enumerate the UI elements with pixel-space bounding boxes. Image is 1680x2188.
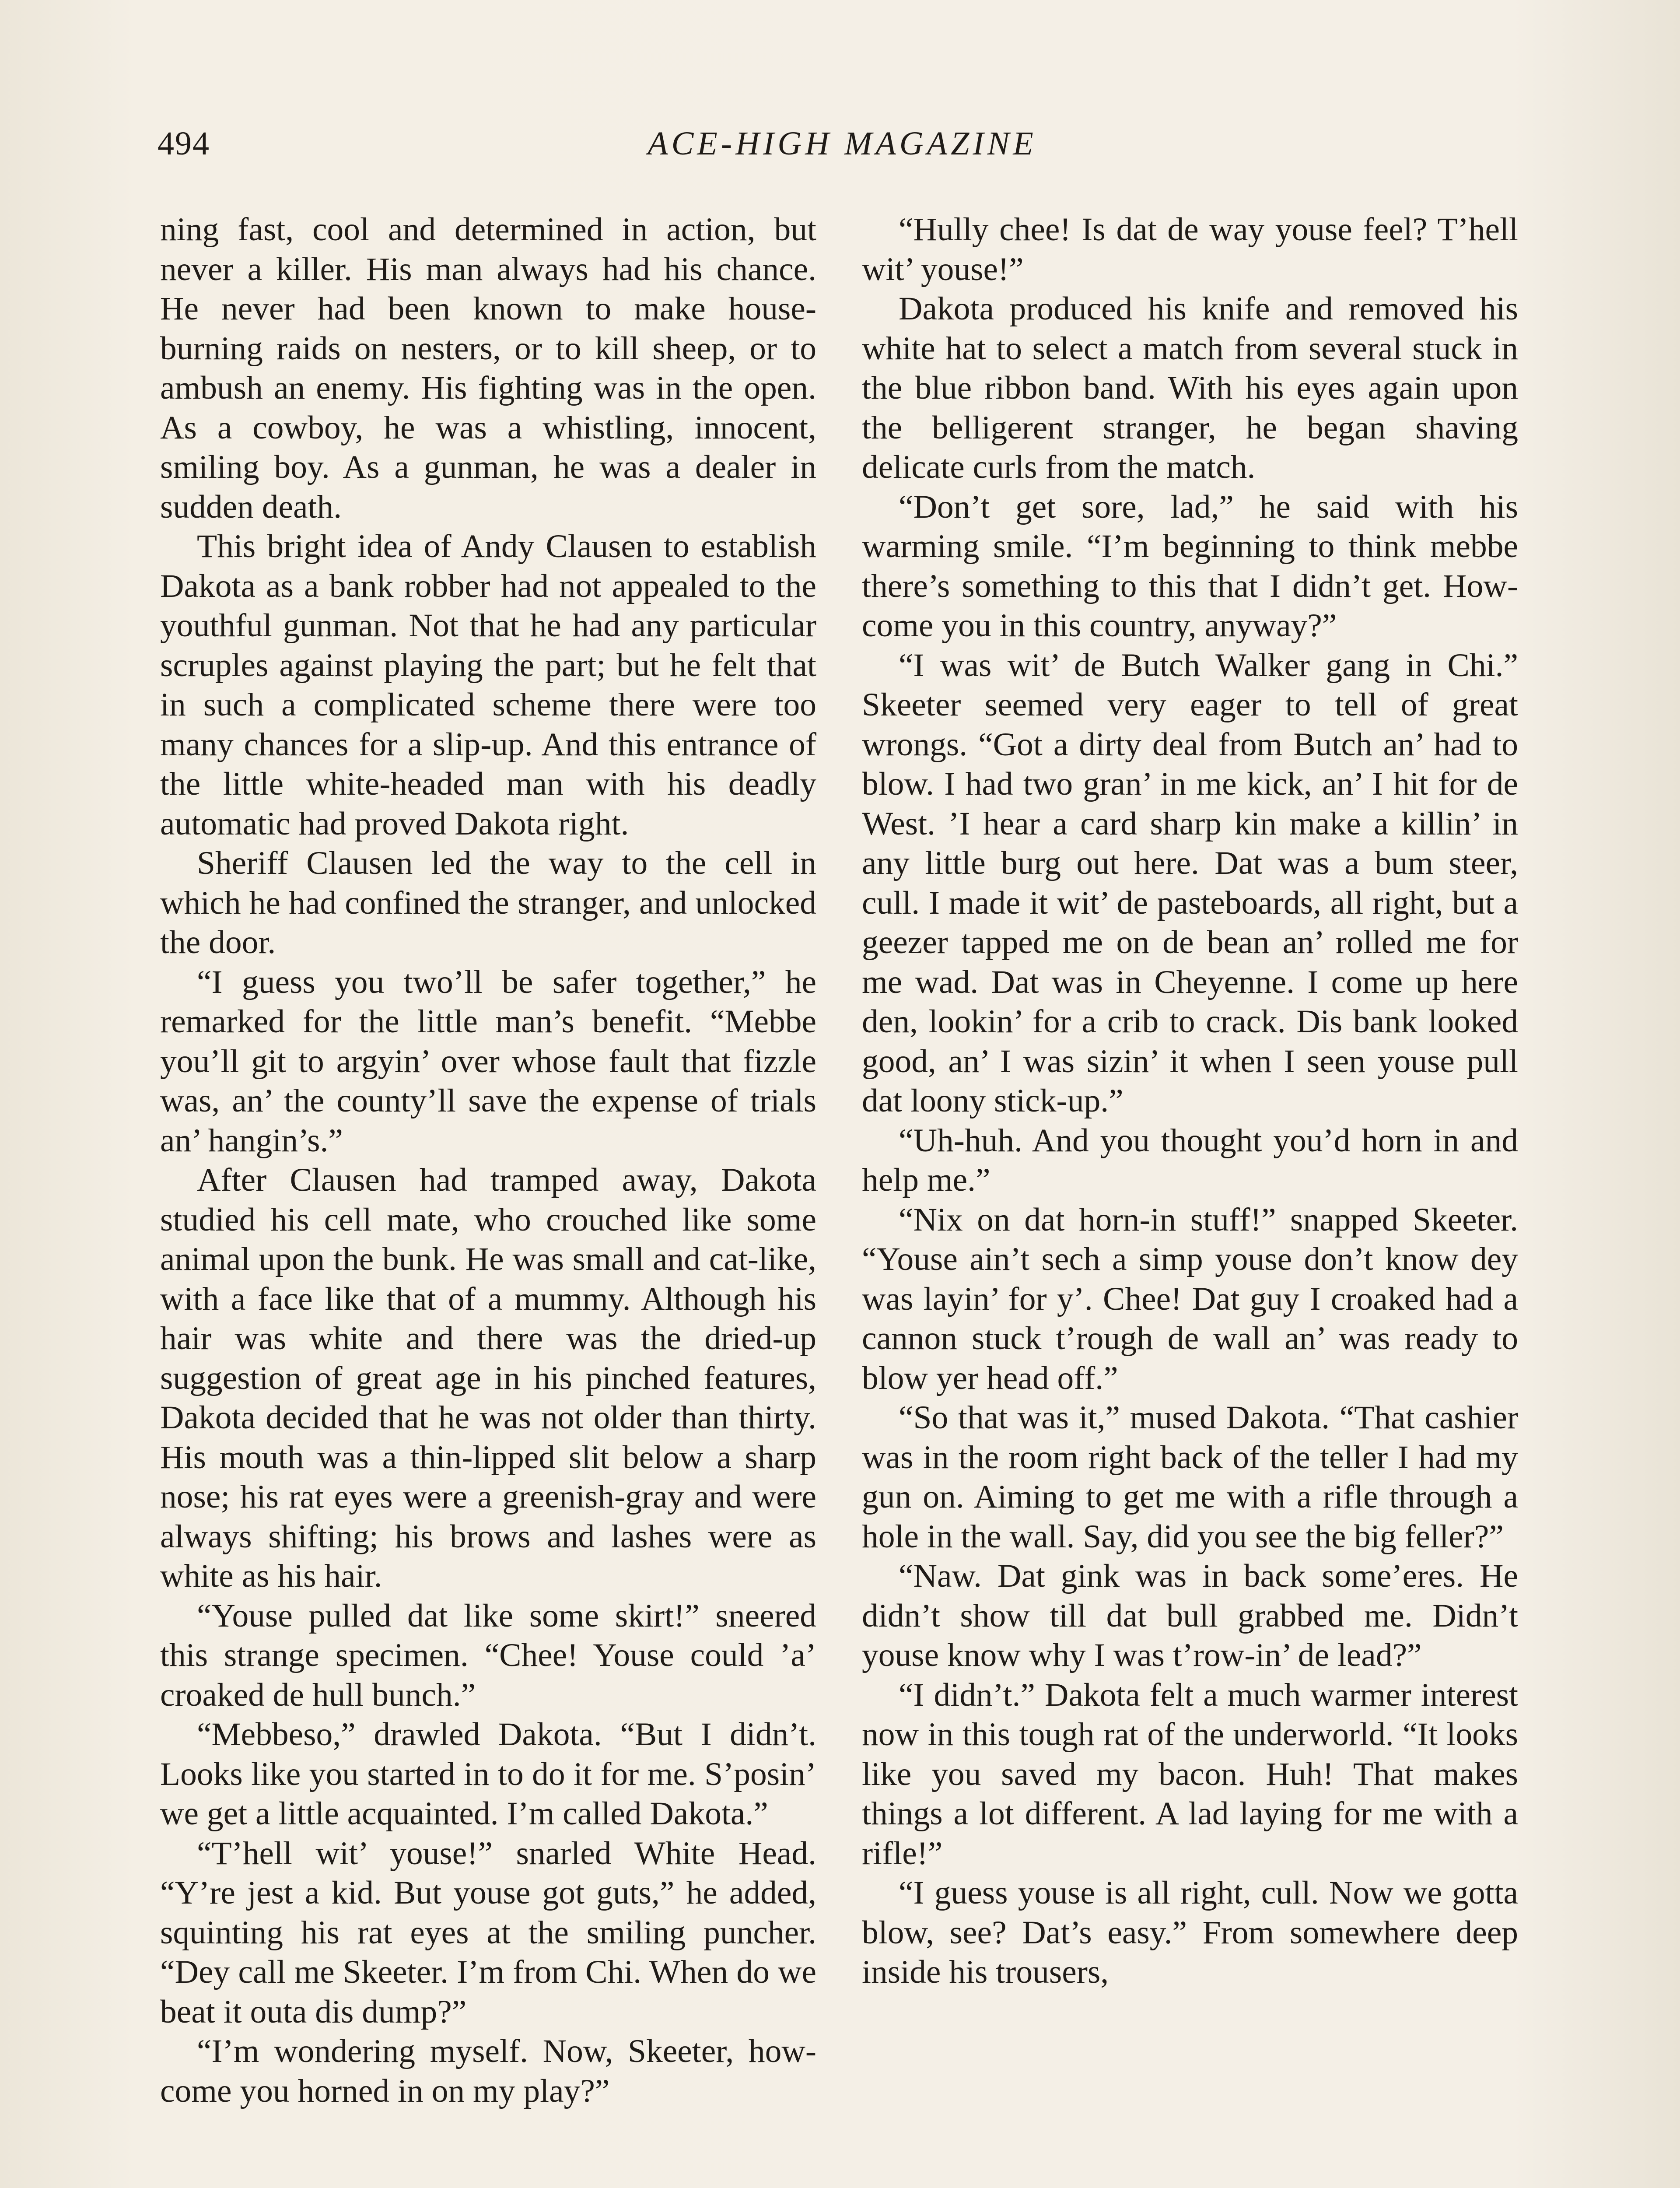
paragraph: “Hully chee! Is dat de way youse feel? T’hell wit’ youse!” xyxy=(862,211,1518,288)
right-column xyxy=(862,210,1518,1992)
paragraph: “Youse pulled dat like some skirt!” sneered this strange specimen. “Chee! Youse could ’a’ croaked de hull bunch.” xyxy=(160,1597,816,1713)
paragraph: After Clausen had tramped away, Dakota studied his cell mate, who crouched like some animal upon the bunk. He was small and cat-like, with a face like that of a mummy. Although his hair was white and there was the dried-up suggestion of great age in his pinched features, Dakota decided that he was not older than thirty. His mouth was a thin-lipped slit below a sharp nose; his rat eyes were a greenish-gray and were always shifting; his brows and lashes were as white as his hair. xyxy=(160,1162,816,1594)
paragraph: “T’hell wit’ youse!” snarled White Head. “Y’re jest a kid. But youse got guts,” he added, squinting his rat eyes at the smiling puncher. “Dey call me Skeeter. I’m from Chi. When do we beat it outa dis dump?” xyxy=(160,1835,816,2030)
paragraph: “Nix on dat horn-in stuff!” snapped Skeeter. “Youse ain’t sech a simp youse don’t know dey was layin’ for y’. Chee! Dat guy I croaked had a cannon stuck t’rough de wall an’ was ready to blow yer head off.” xyxy=(862,1201,1518,1396)
left-column xyxy=(160,210,816,2111)
paragraph: “Don’t get sore, lad,” he said with his warming smile. “I’m beginning to think mebbe there’s something to this that I didn’t get. How-come you in this country, anyway?” xyxy=(862,488,1518,644)
page-number: 494 xyxy=(158,125,210,162)
paragraph: “I guess youse is all right, cull. Now we gotta blow, see? Dat’s easy.” From somewhere deep inside his trousers, xyxy=(862,1875,1518,1990)
paragraph: “So that was it,” mused Dakota. “That cashier was in the room right back of the teller I had my gun on. Aiming to get me with a rifle through a hole in the wall. Say, did you see the big feller?” xyxy=(862,1399,1518,1555)
paragraph: “Naw. Dat gink was in back some’eres. He didn’t show till dat bull grabbed me. Didn’t youse know why I was t’row-in’ de lead?” xyxy=(862,1558,1518,1673)
paragraph: “Uh-huh. And you thought you’d horn in and help me.” xyxy=(862,1122,1518,1198)
paragraph: ning fast, cool and determined in action, but never a killer. His man always had his chance. He never had been known to make house-burning raids on nesters, or to kill sheep, or to ambush an enemy. His fighting was in the open. As a cowboy, he was a whistling, innocent, smiling boy. As a gunman, he was a dealer in sudden death. xyxy=(160,211,816,525)
paragraph: “I guess you two’ll be safer together,” he remarked for the little man’s benefit. “Mebbe you’ll git to argyin’ over whose fault that fizzle was, an’ the county’ll save the expense of trials an’ hangin’s.” xyxy=(160,964,816,1159)
paragraph: Sheriff Clausen led the way to the cell in which he had confined the stranger, and unlocked the door. xyxy=(160,845,816,961)
page-header xyxy=(158,125,1527,173)
magazine-title: ACE-HIGH MAGAZINE xyxy=(648,125,1037,162)
paragraph: “Mebbeso,” drawled Dakota. “But I didn’t. Looks like you started in to do it for me. S’posin’ we get a little acquainted. I’m called Dakota.” xyxy=(160,1716,816,1832)
paragraph: This bright idea of Andy Clausen to establish Dakota as a bank robber had not appealed to the youthful gunman. Not that he had any particular scruples against playing the part; but he felt that in such a complicated scheme there were too many chances for a slip-up. And this entrance of the little white-headed man with his deadly automatic had proved Dakota right. xyxy=(160,528,816,842)
paragraph: “I didn’t.” Dakota felt a much warmer interest now in this tough rat of the underworld. “It looks like you saved my bacon. Huh! That makes things a lot different. A lad laying for me with a rifle!” xyxy=(862,1676,1518,1872)
paragraph: “I’m wondering myself. Now, Skeeter, how-come you horned in on my play?” xyxy=(160,2033,816,2109)
paragraph: “I was wit’ de Butch Walker gang in Chi.” Skeeter seemed very eager to tell of great wrongs. “Got a dirty deal from Butch an’ had to blow. I had two gran’ in me kick, an’ I hit for de West. ’I hear a card sharp kin make a killin’ in any little burg out here. Dat was a bum steer, cull. I made it wit’ de pasteboards, all right, but a geezer tapped me on de bean an’ rolled me for me wad. Dat was in Cheyenne. I come up here den, lookin’ for a crib to crack. Dis bank looked good, an’ I was sizin’ it when I seen youse pull dat loony stick-up.” xyxy=(862,647,1518,1119)
paragraph: Dakota produced his knife and removed his white hat to select a match from several stuck in the blue ribbon band. With his eyes again upon the belligerent stranger, he began shaving delicate curls from the match. xyxy=(862,291,1518,485)
